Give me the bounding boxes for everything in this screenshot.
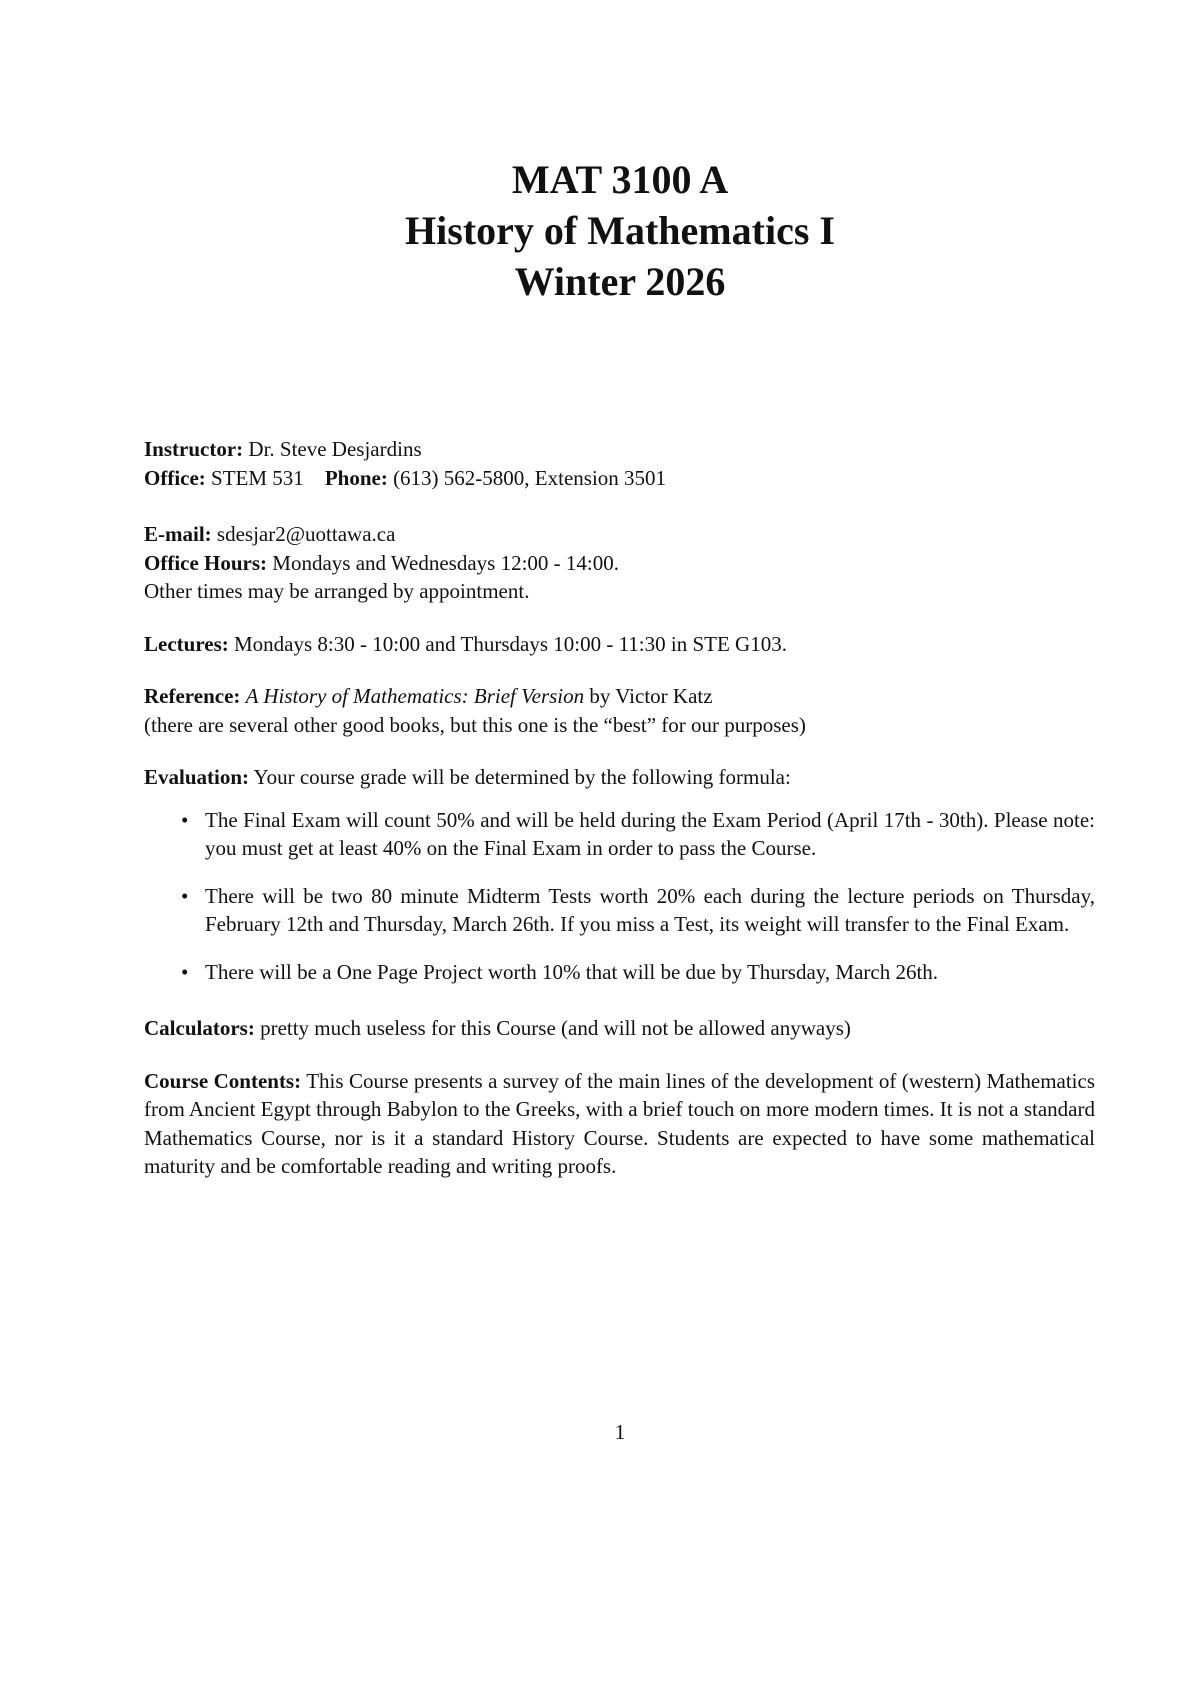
office-hours-label: Office Hours: xyxy=(144,550,268,575)
evaluation-item-text: There will be a One Page Project worth 10% that will be due by Thursday, March 26th. xyxy=(205,959,939,984)
bullet-icon: • xyxy=(181,807,189,832)
title-block xyxy=(0,154,1200,307)
course-title: History of Mathematics I xyxy=(405,208,835,253)
office-hours-line xyxy=(144,549,1095,578)
course-contents-value: This Course presents a survey of the main lines of the development of (western) Mathematics from Ancient Egypt through Babylon to the Greeks, with a brief touch on more modern times. It is not a standard Mathematics Course, nor is it a standard History Course. Students are expected to have some mathematical maturity and be comfortable reading and writing proofs. xyxy=(144,1068,1096,1178)
page-number: 1 xyxy=(614,1420,626,1444)
phone-label: Phone: xyxy=(324,465,388,490)
reference-author: by Victor Katz xyxy=(589,684,713,708)
list-item xyxy=(181,958,1095,987)
instructor-value: Dr. Steve Desjardins xyxy=(248,437,422,461)
course-contents-paragraph xyxy=(144,1067,1095,1181)
office-value: STEM 531 xyxy=(211,465,304,490)
syllabus-body xyxy=(144,435,1095,1181)
list-item xyxy=(181,806,1095,863)
lectures-line xyxy=(144,630,1095,659)
course-term: Winter 2026 xyxy=(514,259,726,304)
reference-label: Reference: xyxy=(144,684,241,708)
calculators-label: Calculators: xyxy=(144,1016,255,1040)
office-hours-value: Mondays and Wednesdays 12:00 - 14:00. xyxy=(272,550,620,575)
course-code: MAT 3100 A xyxy=(511,157,729,202)
calculators-line xyxy=(144,1014,1095,1043)
reference-line xyxy=(144,682,1095,711)
evaluation-list xyxy=(144,806,1095,987)
reference-book-title: A History of Mathematics: Brief Version xyxy=(245,684,585,708)
office-line xyxy=(144,464,1095,493)
calculators-value: pretty much useless for this Course (and will not be allowed anyways) xyxy=(260,1016,851,1040)
reference-note: (there are several other good books, but this one is the “best” for our purposes) xyxy=(144,712,806,737)
evaluation-item-text: There will be two 80 minute Midterm Tests worth 20% each during the lecture periods on Thursday, February 12th and Thursday, March 26th. If you miss a Test, its weight will transfer to the Final Exam. xyxy=(205,883,1095,936)
office-label: Office: xyxy=(144,465,206,490)
course-contents-label: Course Contents: xyxy=(144,1068,302,1093)
bullet-icon: • xyxy=(181,883,189,908)
email-value[interactable]: sdesjar2@uottawa.ca xyxy=(216,522,396,546)
lectures-value: Mondays 8:30 - 10:00 and Thursdays 10:00 - 11:30 in STE G103. xyxy=(234,631,787,656)
evaluation-line xyxy=(144,763,1095,792)
bullet-icon: • xyxy=(181,959,189,984)
email-label: E-mail: xyxy=(144,522,212,546)
office-hours-note: Other times may be arranged by appointment. xyxy=(144,579,530,603)
phone-value: (613) 562-5800, Extension 3501 xyxy=(393,465,667,490)
evaluation-item-text: The Final Exam will count 50% and will be held during the Exam Period (April 17th - 30th). Please note: you must get at least 40% on the Final Exam in order to pass the Course. xyxy=(205,807,1095,860)
evaluation-intro: Your course grade will be determined by the following formula: xyxy=(253,765,791,789)
instructor-line xyxy=(144,435,1095,464)
evaluation-label: Evaluation: xyxy=(144,765,250,789)
list-item xyxy=(181,882,1095,939)
lectures-label: Lectures: xyxy=(144,631,229,656)
email-line xyxy=(144,520,1095,549)
instructor-label: Instructor: xyxy=(144,437,244,461)
